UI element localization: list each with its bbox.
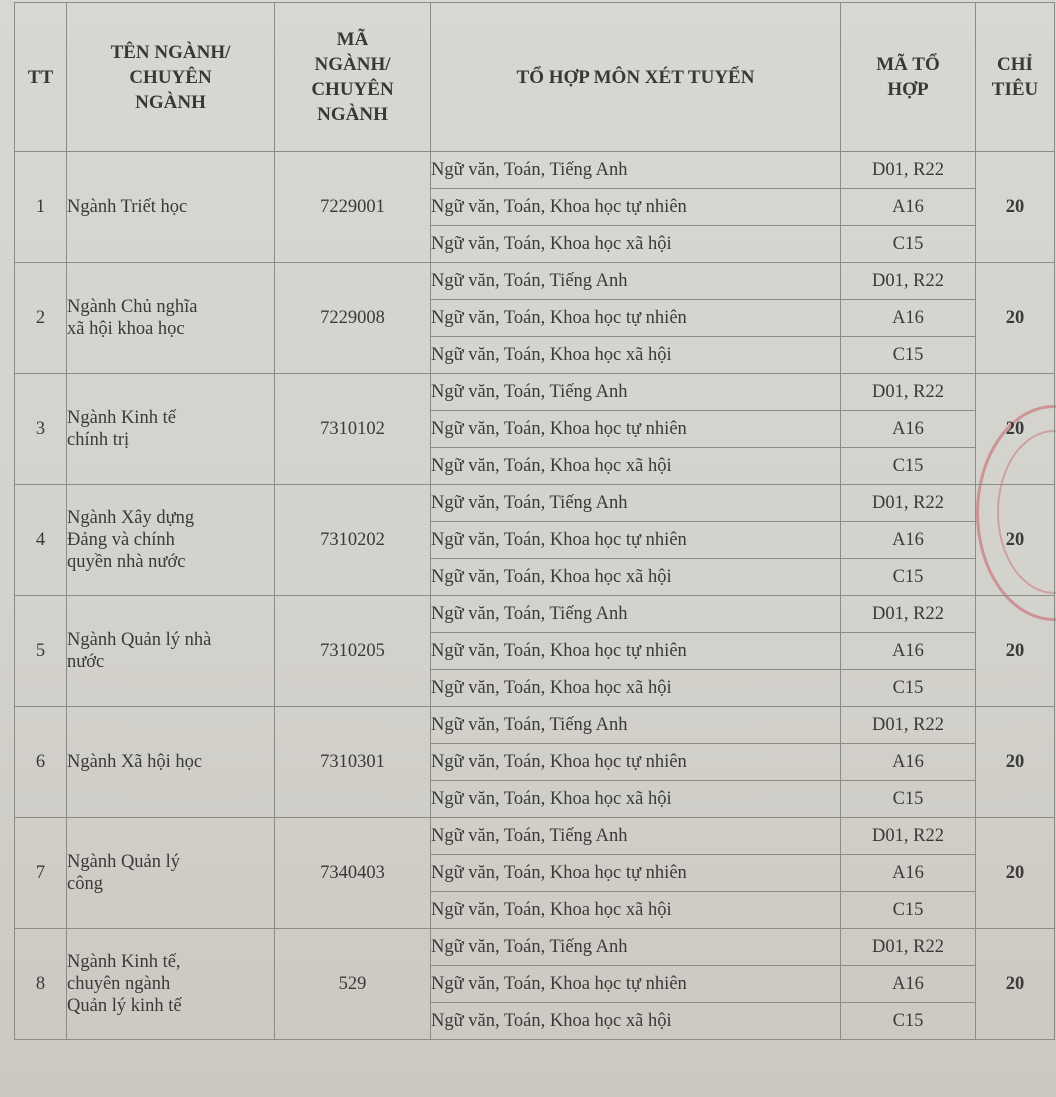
quota-value: 20 bbox=[976, 596, 1055, 707]
major-name bbox=[67, 374, 275, 485]
table-row bbox=[15, 152, 1055, 189]
subject-combination: Ngữ văn, Toán, Khoa học tự nhiên bbox=[431, 300, 841, 337]
header-combination-code-line: MÃ TỔ bbox=[876, 54, 940, 75]
table-row bbox=[15, 929, 1055, 966]
quota-value: 20 bbox=[976, 485, 1055, 596]
header-major-code-line: NGÀNH bbox=[317, 104, 388, 125]
row-number: 3 bbox=[15, 374, 67, 485]
combination-code: C15 bbox=[841, 670, 976, 707]
major-code: 529 bbox=[275, 929, 431, 1040]
major-name-line: quyền nhà nước bbox=[67, 552, 186, 572]
row-number: 1 bbox=[15, 152, 67, 263]
major-name-line: chuyên ngành bbox=[67, 974, 171, 994]
combination-code: D01, R22 bbox=[841, 596, 976, 633]
header-major-code bbox=[275, 3, 431, 152]
combination-code: D01, R22 bbox=[841, 152, 976, 189]
major-name-line: Ngành Xây dựng bbox=[67, 508, 195, 528]
table-row bbox=[15, 596, 1055, 633]
subject-combination: Ngữ văn, Toán, Tiếng Anh bbox=[431, 152, 841, 189]
major-code: 7310202 bbox=[275, 485, 431, 596]
major-name-line: Ngành Chủ nghĩa bbox=[67, 297, 198, 317]
major-name-line: Quản lý kinh tế bbox=[67, 996, 182, 1016]
quota-value: 20 bbox=[976, 818, 1055, 929]
row-number: 5 bbox=[15, 596, 67, 707]
subject-combination: Ngữ văn, Toán, Khoa học xã hội bbox=[431, 337, 841, 374]
major-code: 7310102 bbox=[275, 374, 431, 485]
combination-code: C15 bbox=[841, 448, 976, 485]
subject-combination: Ngữ văn, Toán, Khoa học tự nhiên bbox=[431, 966, 841, 1003]
table-row bbox=[15, 818, 1055, 855]
header-row bbox=[15, 3, 1055, 152]
header-major-name bbox=[67, 3, 275, 152]
subject-combination: Ngữ văn, Toán, Khoa học xã hội bbox=[431, 448, 841, 485]
combination-code: A16 bbox=[841, 189, 976, 226]
header-quota-line: TIÊU bbox=[991, 79, 1039, 100]
combination-code: A16 bbox=[841, 855, 976, 892]
combination-code: D01, R22 bbox=[841, 818, 976, 855]
row-number: 7 bbox=[15, 818, 67, 929]
combination-code: A16 bbox=[841, 300, 976, 337]
major-name-line: chính trị bbox=[67, 430, 130, 450]
subject-combination: Ngữ văn, Toán, Khoa học xã hội bbox=[431, 892, 841, 929]
table-row bbox=[15, 707, 1055, 744]
table-row bbox=[15, 374, 1055, 411]
major-name-line: Ngành Quản lý bbox=[67, 852, 181, 872]
subject-combination: Ngữ văn, Toán, Khoa học tự nhiên bbox=[431, 411, 841, 448]
subject-combination: Ngữ văn, Toán, Khoa học xã hội bbox=[431, 670, 841, 707]
major-code: 7229001 bbox=[275, 152, 431, 263]
major-name-line: Ngành Kinh tế bbox=[67, 408, 176, 428]
row-number: 6 bbox=[15, 707, 67, 818]
combination-code: C15 bbox=[841, 1003, 976, 1040]
table-body bbox=[15, 152, 1055, 1040]
combination-code: C15 bbox=[841, 559, 976, 596]
major-name-line: Ngành Xã hội học bbox=[67, 752, 203, 772]
combination-code: C15 bbox=[841, 226, 976, 263]
subject-combination: Ngữ văn, Toán, Khoa học tự nhiên bbox=[431, 522, 841, 559]
major-name bbox=[67, 707, 275, 818]
combination-code: D01, R22 bbox=[841, 485, 976, 522]
combination-code: A16 bbox=[841, 633, 976, 670]
table-row bbox=[15, 485, 1055, 522]
major-name-line: Ngành Kinh tế, bbox=[67, 952, 181, 972]
major-name-line: Ngành Triết học bbox=[67, 197, 188, 217]
combination-code: A16 bbox=[841, 744, 976, 781]
combination-code: C15 bbox=[841, 337, 976, 374]
header-combination-label: TỔ HỢP MÔN XÉT TUYỂN bbox=[516, 66, 755, 88]
major-code: 7310301 bbox=[275, 707, 431, 818]
subject-combination: Ngữ văn, Toán, Khoa học xã hội bbox=[431, 559, 841, 596]
combination-code: D01, R22 bbox=[841, 929, 976, 966]
table-row bbox=[15, 263, 1055, 300]
header-major-name-line: NGÀNH bbox=[135, 91, 206, 113]
combination-code: A16 bbox=[841, 966, 976, 1003]
header-major-code-line: CHUYÊN bbox=[311, 79, 394, 100]
header-combination-code bbox=[841, 3, 976, 152]
header-quota-line: CHỈ bbox=[997, 54, 1033, 75]
subject-combination: Ngữ văn, Toán, Khoa học tự nhiên bbox=[431, 855, 841, 892]
combination-code: D01, R22 bbox=[841, 707, 976, 744]
subject-combination: Ngữ văn, Toán, Khoa học xã hội bbox=[431, 226, 841, 263]
subject-combination: Ngữ văn, Toán, Tiếng Anh bbox=[431, 263, 841, 300]
row-number: 8 bbox=[15, 929, 67, 1040]
quota-value: 20 bbox=[976, 374, 1055, 485]
subject-combination: Ngữ văn, Toán, Tiếng Anh bbox=[431, 374, 841, 411]
major-name bbox=[67, 263, 275, 374]
major-name-line: Ngành Quản lý nhà bbox=[67, 630, 212, 650]
combination-code: C15 bbox=[841, 892, 976, 929]
combination-code: D01, R22 bbox=[841, 374, 976, 411]
combination-code: C15 bbox=[841, 781, 976, 818]
combination-code: D01, R22 bbox=[841, 263, 976, 300]
table-header bbox=[15, 3, 1055, 152]
subject-combination: Ngữ văn, Toán, Khoa học xã hội bbox=[431, 781, 841, 818]
header-major-code-line: MÃ bbox=[336, 29, 369, 50]
admissions-table bbox=[14, 2, 1055, 1040]
header-tt bbox=[15, 3, 67, 152]
quota-value: 20 bbox=[976, 707, 1055, 818]
major-code: 7229008 bbox=[275, 263, 431, 374]
major-name bbox=[67, 152, 275, 263]
row-number: 4 bbox=[15, 485, 67, 596]
header-combination-code-line: HỢP bbox=[887, 79, 929, 100]
subject-combination: Ngữ văn, Toán, Khoa học tự nhiên bbox=[431, 633, 841, 670]
major-name-line: công bbox=[67, 874, 103, 894]
quota-value: 20 bbox=[976, 152, 1055, 263]
major-name-line: nước bbox=[67, 652, 105, 672]
major-name bbox=[67, 929, 275, 1040]
row-number: 2 bbox=[15, 263, 67, 374]
combination-code: A16 bbox=[841, 522, 976, 559]
subject-combination: Ngữ văn, Toán, Tiếng Anh bbox=[431, 596, 841, 633]
header-combination bbox=[431, 3, 841, 152]
subject-combination: Ngữ văn, Toán, Khoa học tự nhiên bbox=[431, 744, 841, 781]
header-major-name-line: CHUYÊN bbox=[129, 66, 212, 88]
subject-combination: Ngữ văn, Toán, Khoa học tự nhiên bbox=[431, 189, 841, 226]
quota-value: 20 bbox=[976, 929, 1055, 1040]
combination-code: A16 bbox=[841, 411, 976, 448]
subject-combination: Ngữ văn, Toán, Tiếng Anh bbox=[431, 818, 841, 855]
quota-value: 20 bbox=[976, 263, 1055, 374]
major-code: 7340403 bbox=[275, 818, 431, 929]
subject-combination: Ngữ văn, Toán, Tiếng Anh bbox=[431, 485, 841, 522]
subject-combination: Ngữ văn, Toán, Tiếng Anh bbox=[431, 929, 841, 966]
major-code: 7310205 bbox=[275, 596, 431, 707]
major-name-line: xã hội khoa học bbox=[67, 319, 185, 339]
header-tt-label: TT bbox=[27, 66, 54, 88]
subject-combination: Ngữ văn, Toán, Khoa học xã hội bbox=[431, 1003, 841, 1040]
header-major-name-line: TÊN NGÀNH/ bbox=[110, 41, 231, 63]
major-name bbox=[67, 818, 275, 929]
header-quota bbox=[976, 3, 1055, 152]
subject-combination: Ngữ văn, Toán, Tiếng Anh bbox=[431, 707, 841, 744]
major-name bbox=[67, 596, 275, 707]
major-name bbox=[67, 485, 275, 596]
header-major-code-line: NGÀNH/ bbox=[314, 54, 391, 75]
major-name-line: Đảng và chính bbox=[67, 530, 175, 550]
